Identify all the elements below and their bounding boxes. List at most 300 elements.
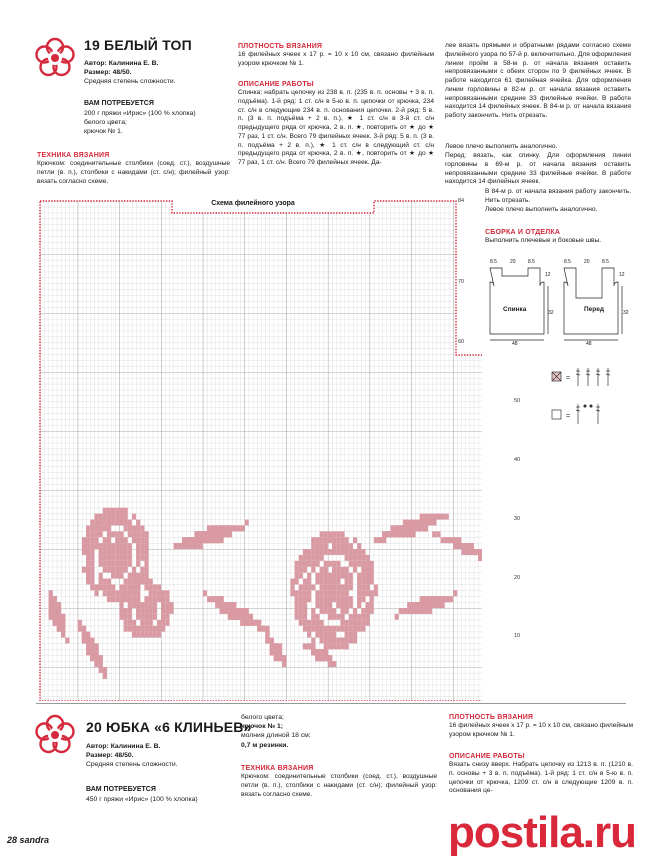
rose-cell (107, 508, 111, 514)
rose-cell (340, 549, 344, 555)
rose-cell (178, 543, 182, 549)
rose-cell (107, 590, 111, 596)
rose-cell (436, 602, 440, 608)
rose-cell (103, 579, 107, 585)
rose-cell (90, 579, 94, 585)
top-need-list (84, 109, 234, 137)
rose-cell (53, 602, 57, 608)
rose-cell (328, 590, 332, 596)
rose-cell (340, 567, 344, 573)
rose-cell (128, 590, 132, 596)
rose-cell (128, 520, 132, 526)
rose-cell (295, 590, 299, 596)
rose-cell (94, 537, 98, 543)
rose-cell (345, 573, 349, 579)
rose-cell (332, 626, 336, 632)
rose-cell (90, 537, 94, 543)
rose-cell (407, 525, 411, 531)
back-dim-side: 12 (545, 272, 551, 278)
rose-cell (315, 573, 319, 579)
rose-cell (424, 608, 428, 614)
rose-cell (278, 649, 282, 655)
rose-cell (353, 561, 357, 567)
row-label-10: 10 (514, 633, 521, 639)
rose-cell (57, 620, 61, 626)
rose-cell (115, 573, 119, 579)
rose-cell (136, 626, 140, 632)
rose-cell (411, 608, 415, 614)
rose-cell (424, 525, 428, 531)
rose-cell (144, 608, 148, 614)
rose-cell (424, 602, 428, 608)
rose-cell (232, 614, 236, 620)
rose-cell (161, 602, 165, 608)
rose-cell (53, 596, 57, 602)
rose-cell (324, 643, 328, 649)
rose-cell (86, 543, 90, 549)
rose-cell (428, 596, 432, 602)
rose-cell (274, 655, 278, 661)
rose-cell (345, 537, 349, 543)
top-need-heading: ВАМ ПОТРЕБУЕТСЯ (84, 100, 154, 107)
rose-cell (299, 614, 303, 620)
rose-cell (303, 602, 307, 608)
rose-cell (365, 602, 369, 608)
rose-cell (299, 555, 303, 561)
rose-cell (303, 561, 307, 567)
rose-cell (161, 626, 165, 632)
rose-cell (240, 525, 244, 531)
rose-cell (349, 596, 353, 602)
rose-cell (207, 525, 211, 531)
rose-cell (315, 561, 319, 567)
rose-cell (99, 549, 103, 555)
rose-cell (270, 638, 274, 644)
rose-cell (324, 561, 328, 567)
rose-cell (90, 655, 94, 661)
rose-cell (228, 602, 232, 608)
rose-cell (320, 649, 324, 655)
rose-cell (345, 638, 349, 644)
rose-cell (320, 596, 324, 602)
rose-cell (82, 543, 86, 549)
rose-cell (99, 543, 103, 549)
rose-cell (86, 525, 90, 531)
rose-cell (440, 596, 444, 602)
rose-cell (265, 626, 269, 632)
rose-cell (378, 537, 382, 543)
rose-cell (349, 626, 353, 632)
rose-cell (345, 584, 349, 590)
rose-cell (144, 632, 148, 638)
rose-cell (57, 602, 61, 608)
top-meta (84, 59, 234, 87)
rose-cell (140, 602, 144, 608)
rose-cell (124, 590, 128, 596)
rose-cell (94, 661, 98, 667)
assembly-heading: СБОРКА И ОТДЕЛКА (485, 229, 561, 236)
rose-cell (111, 555, 115, 561)
rose-cell (307, 620, 311, 626)
rose-cell (307, 579, 311, 585)
rose-cell (136, 561, 140, 567)
rose-cell (128, 555, 132, 561)
rose-cell (340, 643, 344, 649)
rose-cell (361, 596, 365, 602)
top-front-finish: В 84-м р. от начала вязания работу закончить. Нить отрезать. (485, 188, 631, 204)
rose-cell (111, 596, 115, 602)
skirt-need-zipper: молния длиной 18 см; (241, 732, 311, 740)
rose-cell (53, 608, 57, 614)
rose-cell (311, 584, 315, 590)
rose-cell (432, 602, 436, 608)
rose-cell (353, 632, 357, 638)
rose-cell (144, 543, 148, 549)
rose-cell (99, 531, 103, 537)
rose-cell (128, 596, 132, 602)
rose-cell (349, 555, 353, 561)
rose-cell (307, 584, 311, 590)
rose-cell (140, 549, 144, 555)
rose-cell (128, 573, 132, 579)
rose-cell (357, 561, 361, 567)
rose-cell (432, 514, 436, 520)
top-technique-heading: ТЕХНИКА ВЯЗАНИЯ (37, 152, 110, 159)
rose-cell (94, 584, 98, 590)
rose-cell (157, 596, 161, 602)
rose-cell (140, 632, 144, 638)
rose-cell (161, 590, 165, 596)
rose-cell (436, 596, 440, 602)
rose-cell (124, 537, 128, 543)
rose-cell (115, 567, 119, 573)
rose-cell (111, 543, 115, 549)
rose-cell (332, 579, 336, 585)
top-density-text: 16 филейных ячеек x 17 р. = 10 x 10 см, связано филейным узором крючком № 1. (238, 51, 434, 67)
rose-cell (103, 525, 107, 531)
skirt-need-elastic: 0,7 м резинки. (241, 741, 289, 749)
rose-cell (411, 531, 415, 537)
rose-cell (140, 525, 144, 531)
rose-cell (136, 608, 140, 614)
rose-cell (136, 614, 140, 620)
rose-cell (299, 602, 303, 608)
rose-cell (128, 549, 132, 555)
rose-cell (332, 638, 336, 644)
rose-cell (349, 638, 353, 644)
rose-cell (144, 561, 148, 567)
rose-cell (49, 608, 53, 614)
rose-cell (115, 537, 119, 543)
rose-cell (49, 614, 53, 620)
skirt-need-list (241, 713, 351, 750)
rose-cell (132, 590, 136, 596)
rose-cell (132, 573, 136, 579)
rose-cell (336, 626, 340, 632)
rose-cell (86, 537, 90, 543)
rose-cell (307, 561, 311, 567)
rose-cell (449, 596, 453, 602)
rose-cell (299, 561, 303, 567)
rose-cell (307, 549, 311, 555)
rose-cell (428, 520, 432, 526)
rose-cell (307, 643, 311, 649)
row-label-60: 60 (458, 339, 465, 345)
rose-cell (345, 543, 349, 549)
rose-cell (357, 573, 361, 579)
rose-cell (199, 543, 203, 549)
rose-cell (132, 626, 136, 632)
rose-cell (311, 638, 315, 644)
rose-cell (345, 643, 349, 649)
rose-cell (228, 525, 232, 531)
rose-cell (144, 531, 148, 537)
rose-cell (153, 632, 157, 638)
rose-cell (361, 573, 365, 579)
rose-cell (345, 549, 349, 555)
rose-cell (303, 584, 307, 590)
rose-cell (124, 514, 128, 520)
rose-cell (453, 537, 457, 543)
rose-cell (132, 537, 136, 543)
rose-cell (94, 590, 98, 596)
rose-cell (107, 561, 111, 567)
rose-cell (140, 543, 144, 549)
rose-cell (203, 531, 207, 537)
rose-cell (336, 543, 340, 549)
row-label-40: 40 (514, 457, 521, 463)
rose-cell (349, 602, 353, 608)
rose-cell (345, 590, 349, 596)
rose-cell (336, 590, 340, 596)
rose-cell (295, 614, 299, 620)
rose-cell (349, 579, 353, 585)
rose-cell (365, 590, 369, 596)
rose-cell (182, 543, 186, 549)
rose-cell (336, 531, 340, 537)
back-dim-height: 32 (548, 310, 554, 316)
rose-cell (107, 567, 111, 573)
rose-cell (332, 632, 336, 638)
rose-cell (315, 602, 319, 608)
rose-cell (103, 549, 107, 555)
rose-cell (149, 626, 153, 632)
rose-cell (357, 543, 361, 549)
skirt-author: Автор: Калинина Е. В. (86, 743, 161, 750)
rose-cell (119, 602, 123, 608)
rose-cell (420, 525, 424, 531)
rose-cell (436, 531, 440, 537)
rose-cell (115, 508, 119, 514)
rose-cell (228, 614, 232, 620)
rose-cell (311, 614, 315, 620)
rose-cell (236, 614, 240, 620)
rose-cell (349, 620, 353, 626)
rose-cell (311, 549, 315, 555)
rose-cell (253, 620, 257, 626)
rose-cell (219, 537, 223, 543)
back-dim-left: 8.5 (490, 259, 497, 265)
rose-cell (353, 537, 357, 543)
rose-cell (215, 596, 219, 602)
rose-cell (357, 614, 361, 620)
rose-cell (374, 590, 378, 596)
rose-cell (219, 525, 223, 531)
rose-cell (407, 531, 411, 537)
rose-cell (311, 555, 315, 561)
rose-cell (307, 555, 311, 561)
rose-cell (303, 620, 307, 626)
rose-cell (315, 655, 319, 661)
rose-cell (328, 655, 332, 661)
rose-cell (115, 596, 119, 602)
rose-cell (107, 549, 111, 555)
top-work-text: Спинка: набрать цепочку из 238 в. п. (235 в. п. основы + 3 в. п. подъёма). 1-й ряд: 1 ст. с/н в 5-ю в. п. цепочки от крючка, 234 ст. с/н в следующие 234 в. п. основания цепочки. 2-й ряд: 5 в. п. (3 в. п. подъёма + 2 в. п.), ★ 1 ст. с/н в 3-й ст. с/н предыдущего ряда от крючка, 2 в. п. ★, повторить от ★ до ★ 77 раз, 1 ст. с/н. Всего 79 филейных ячеек. 3-й ряд: 5 в. п. (3 в. п. подъёма + 2 в. п.), ★ 1 ст. с/н в следующий ст. с/н предыдущего ряда от крючка, 2 в. п. ★, повторить от ★ до ★ 77 раз, 1 ст. с/н. Всего 79 филейных ячеек. Да- (238, 89, 434, 167)
rose-cell (78, 620, 82, 626)
rose-cell (149, 596, 153, 602)
rose-cell (324, 638, 328, 644)
rose-cell (144, 573, 148, 579)
rose-cell (370, 573, 374, 579)
rose-cell (224, 531, 228, 537)
rose-cell (86, 549, 90, 555)
rose-cell (315, 537, 319, 543)
rose-cell (165, 602, 169, 608)
rose-cell (324, 584, 328, 590)
rose-cell (240, 614, 244, 620)
rose-cell (374, 537, 378, 543)
rose-cell (115, 514, 119, 520)
rose-cell (265, 638, 269, 644)
rose-cell (365, 567, 369, 573)
rose-cell (420, 596, 424, 602)
rose-cell (140, 555, 144, 561)
rose-cell (432, 531, 436, 537)
rose-cell (340, 614, 344, 620)
rose-cell (466, 543, 470, 549)
rose-cell (124, 508, 128, 514)
rose-cell (149, 608, 153, 614)
rose-cell (144, 596, 148, 602)
rose-cell (86, 531, 90, 537)
rose-cell (311, 643, 315, 649)
rose-cell (107, 584, 111, 590)
skirt-difficulty: Средняя степень сложности. (86, 761, 178, 769)
rose-cell (324, 573, 328, 579)
rose-cell (149, 579, 153, 585)
rose-cell (144, 549, 148, 555)
rose-cell (61, 614, 65, 620)
rose-cell (99, 525, 103, 531)
rose-cell (349, 543, 353, 549)
rose-cell (249, 620, 253, 626)
rose-cell (169, 608, 173, 614)
rose-cell (345, 579, 349, 585)
rose-cell (320, 531, 324, 537)
rose-cell (99, 555, 103, 561)
top-need-hook: крючок № 1. (84, 128, 123, 136)
rose-cell (470, 543, 474, 549)
rose-cell (86, 555, 90, 561)
rose-cell (103, 514, 107, 520)
rose-cell (328, 596, 332, 602)
rose-cell (49, 590, 53, 596)
rose-cell (194, 531, 198, 537)
rose-cell (349, 632, 353, 638)
rose-cell (340, 608, 344, 614)
rose-cell (111, 514, 115, 520)
rose-cell (365, 579, 369, 585)
rose-cell (320, 602, 324, 608)
rose-cell (290, 584, 294, 590)
rose-cell (136, 573, 140, 579)
rose-cell (295, 573, 299, 579)
rose-cell (219, 596, 223, 602)
rose-cell (370, 579, 374, 585)
rose-cell (320, 579, 324, 585)
rose-cell (103, 537, 107, 543)
rose-cell (357, 555, 361, 561)
rose-cell (119, 537, 123, 543)
rose-cell (365, 614, 369, 620)
rose-cell (332, 567, 336, 573)
rose-cell (349, 561, 353, 567)
rose-cell (136, 596, 140, 602)
rose-cell (365, 561, 369, 567)
rose-cell (332, 537, 336, 543)
rose-cell (382, 537, 386, 543)
rose-cell (90, 573, 94, 579)
rose-cell (299, 596, 303, 602)
rose-cell (124, 614, 128, 620)
rose-cell (144, 602, 148, 608)
rose-cell (103, 508, 107, 514)
rose-cell (99, 584, 103, 590)
rose-cell (340, 626, 344, 632)
rose-cell (328, 531, 332, 537)
rose-cell (107, 579, 111, 585)
rose-cell (332, 543, 336, 549)
rose-cell (353, 555, 357, 561)
rose-cell (370, 608, 374, 614)
rose-cell (111, 590, 115, 596)
front-dim-right: 8.5 (602, 259, 609, 265)
rose-cell (136, 549, 140, 555)
rose-cell (299, 590, 303, 596)
rose-cell (340, 543, 344, 549)
rose-cell (328, 626, 332, 632)
rose-cell (136, 520, 140, 526)
rose-cell (424, 514, 428, 520)
rose-cell (320, 567, 324, 573)
rose-cell (440, 602, 444, 608)
rose-cell (320, 590, 324, 596)
rose-cell (119, 514, 123, 520)
rose-cell (53, 614, 57, 620)
rose-cell (303, 614, 307, 620)
rose-cell (119, 573, 123, 579)
rose-cell (49, 602, 53, 608)
rose-cell (165, 620, 169, 626)
skirt-size: Размер: 48/50. (86, 752, 134, 760)
rose-cell (240, 620, 244, 626)
rose-cell (361, 608, 365, 614)
rose-cell (128, 531, 132, 537)
rose-cell (420, 608, 424, 614)
rose-cell (165, 608, 169, 614)
rose-cell (349, 573, 353, 579)
rose-cell (153, 614, 157, 620)
